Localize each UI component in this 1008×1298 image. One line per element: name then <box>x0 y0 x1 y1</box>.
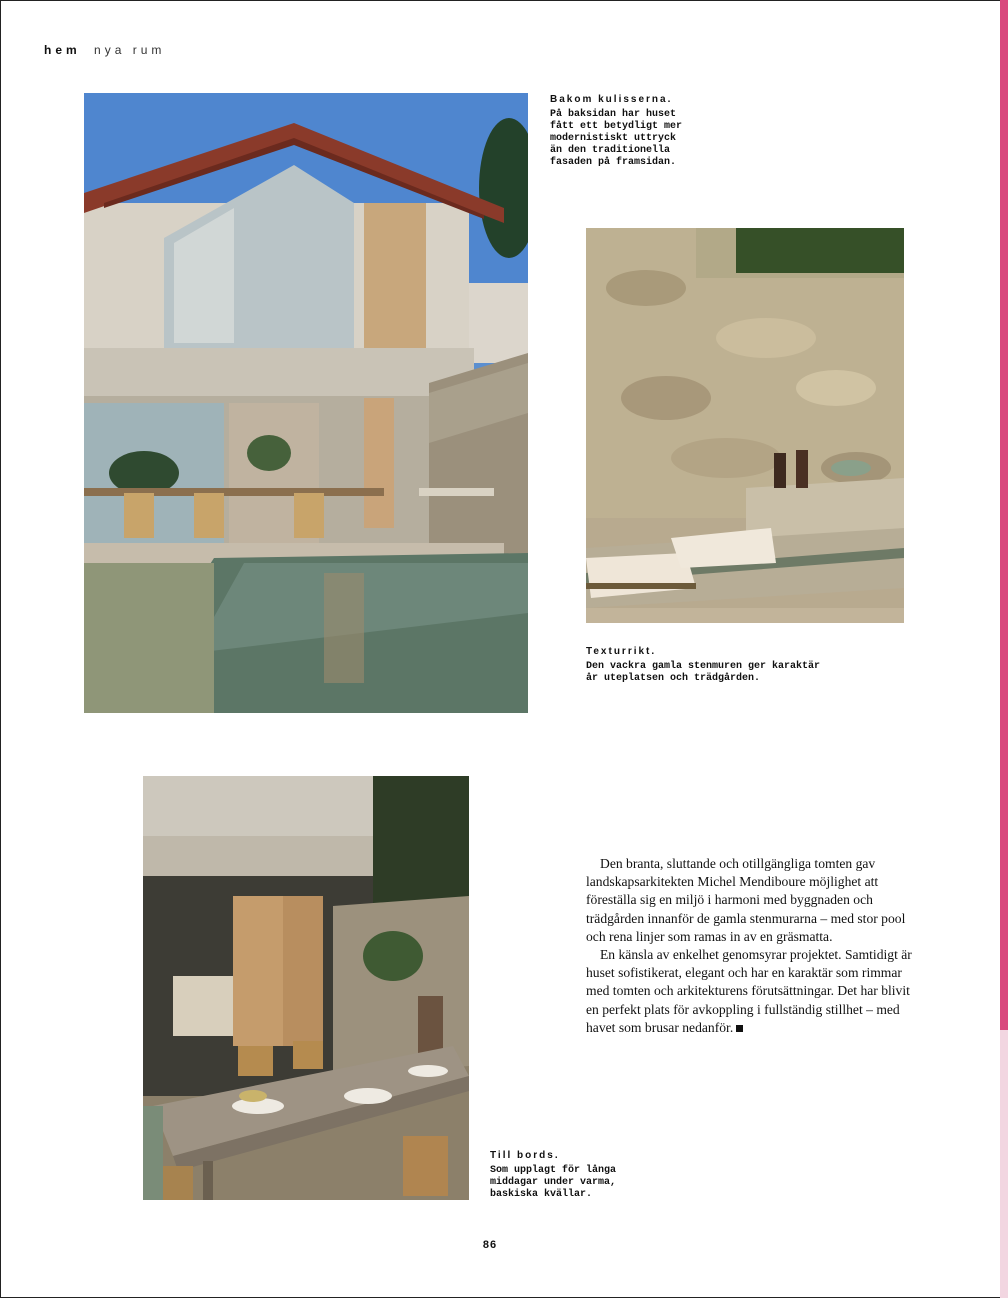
page-header <box>44 43 165 57</box>
caption-title: Till bords. <box>490 1150 560 1161</box>
page-edge-accent <box>1000 0 1008 1030</box>
caption-behind <box>550 94 690 169</box>
caption-texture <box>586 646 826 685</box>
article-paragraph <box>586 946 916 1037</box>
dining-table-photo <box>143 776 469 1200</box>
caption-title: Bakom kulisserna. <box>550 94 673 105</box>
caption-body: Som upplagt för långa middagar under varma, baskiska kvällar. <box>490 1165 617 1200</box>
article-body <box>586 855 916 1037</box>
caption-body: På baksidan har huset fått ett betydligt mer modernistiskt uttryck än den traditionella fasaden på framsidan. <box>550 109 683 168</box>
house-pool-photo <box>84 93 528 713</box>
magazine-brand: hem <box>44 43 81 57</box>
caption-table <box>490 1150 640 1201</box>
caption-title: Texturrikt. <box>586 646 657 657</box>
section-name: nya rum <box>94 43 166 57</box>
stone-wall-photo <box>586 228 904 623</box>
article-paragraph-text: En känsla av enkelhet genomsyrar projektet. Samtidigt är huset sofistikerat, elegant och har en karaktär som rimmar med tomten och arkitekturens förutsättningar. Det har blivit en perfekt plats för avkoppling i fullständig stillhet – med havet som brusar nedanför. <box>586 947 912 1035</box>
article-paragraph: Den branta, sluttande och otillgängliga tomten gav landskapsarkitekten Michel Mendiboure möjlighet att föreställa sig en miljö i harmoni med byggnaden och trädgården innanför de gamla stenmurarna – med stor pool och rena linjer som ramas in av en gräsmatta. <box>586 856 906 944</box>
page-number: 86 <box>482 1239 498 1251</box>
page-edge-accent-light <box>1000 1030 1008 1298</box>
end-mark-icon <box>736 1025 743 1032</box>
caption-body: Den vackra gamla stenmuren ger karaktär år uteplatsen och trädgården. <box>586 661 821 684</box>
